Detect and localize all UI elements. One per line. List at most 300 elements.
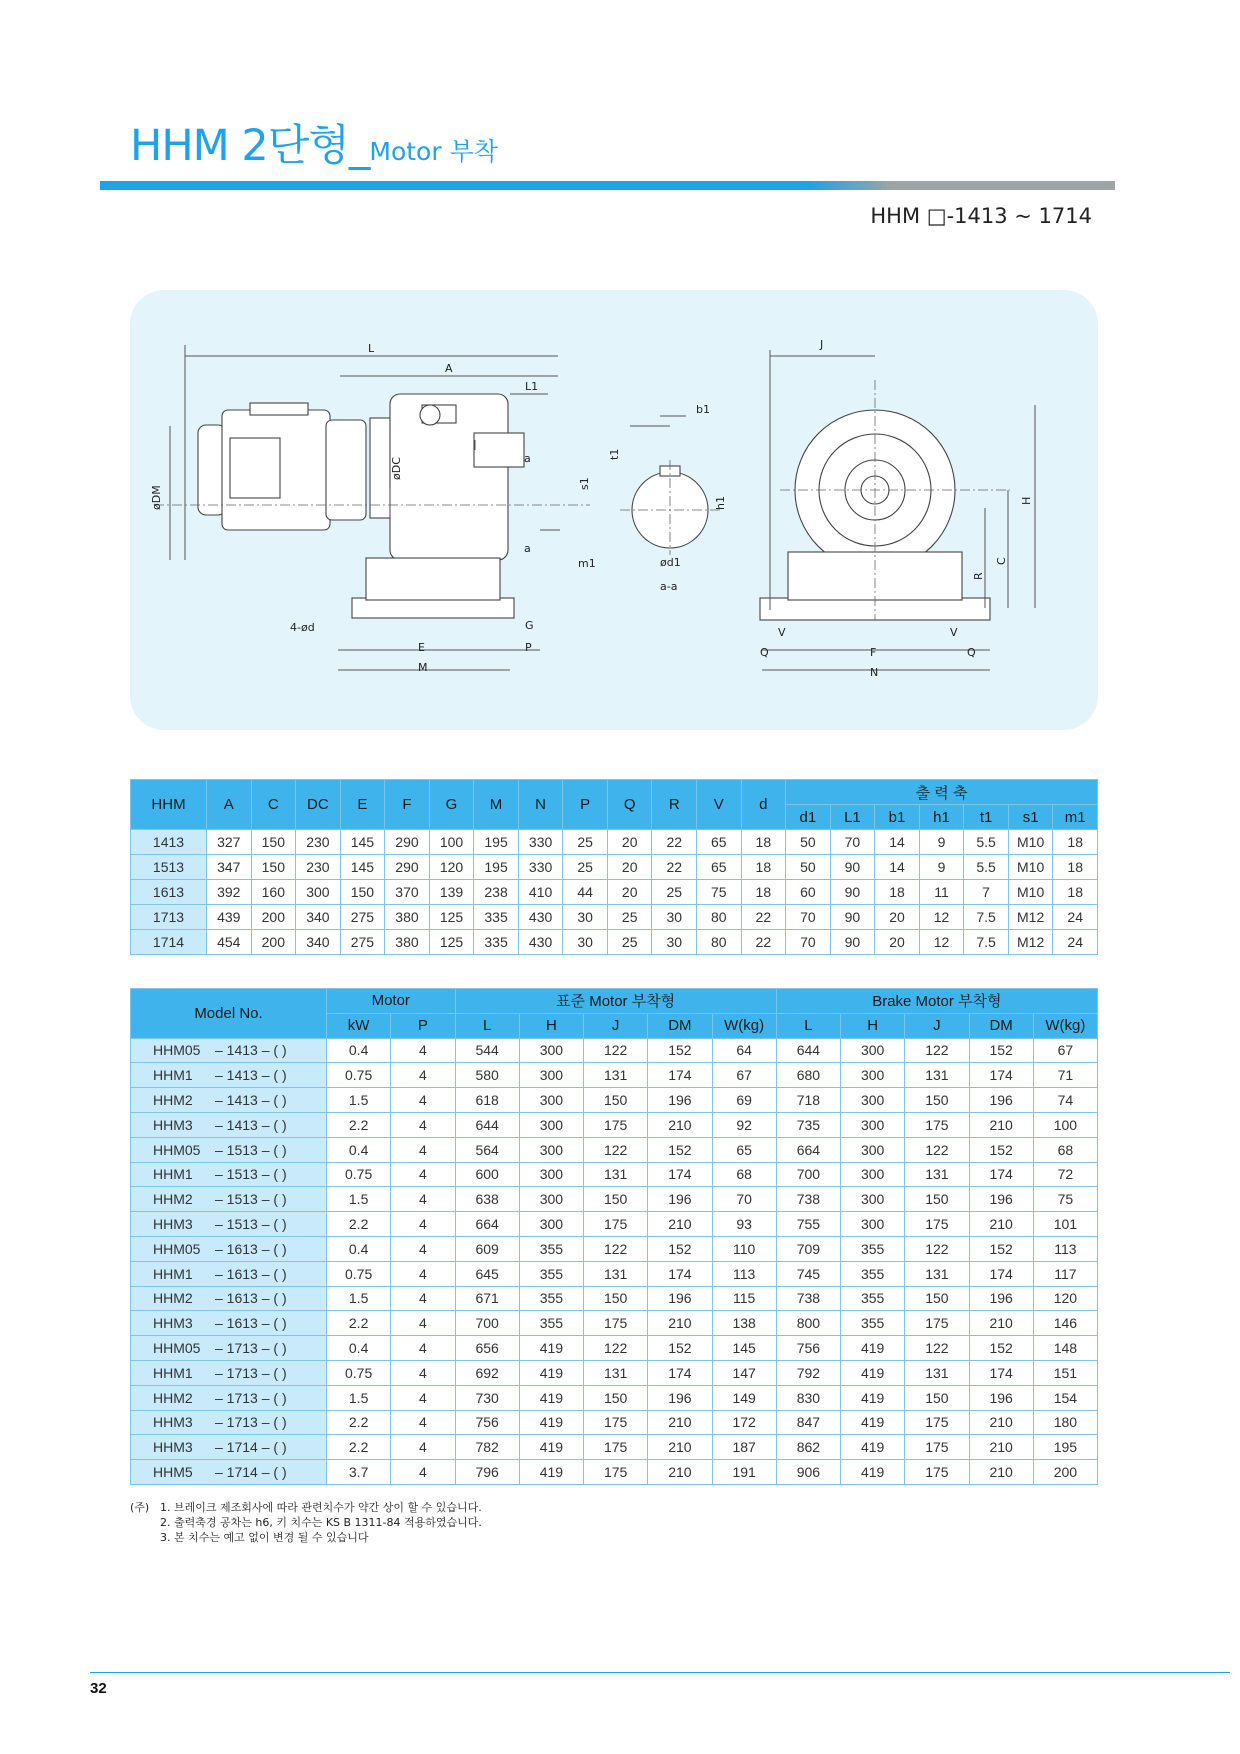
table-cell: 210 [648, 1112, 712, 1137]
table-cell: M10 [1008, 830, 1053, 855]
model-no-cell [131, 1360, 327, 1385]
dim-label: L [368, 342, 375, 355]
table-cell: 22 [652, 830, 697, 855]
table-cell: 830 [776, 1385, 840, 1410]
table-cell: 847 [776, 1410, 840, 1435]
table-cell: 300 [519, 1162, 583, 1187]
table-cell: 718 [776, 1088, 840, 1113]
side-view [150, 342, 590, 674]
table-cell: 90 [830, 905, 875, 930]
table-cell: 430 [518, 930, 563, 955]
table-cell: 419 [519, 1435, 583, 1460]
table-row [131, 1187, 1098, 1212]
model-cell: 1713 [131, 905, 207, 930]
table-cell: 145 [712, 1336, 776, 1361]
table-cell: 7 [964, 880, 1009, 905]
table-row [131, 1261, 1098, 1286]
table-cell: 196 [969, 1286, 1033, 1311]
table-cell: 196 [969, 1187, 1033, 1212]
table-row [131, 855, 1098, 880]
table-cell: 122 [905, 1336, 969, 1361]
model-series: HHM2 [153, 1191, 193, 1208]
table-cell: 150 [251, 855, 296, 880]
table-cell: 7.5 [964, 905, 1009, 930]
dim-label: F [870, 646, 877, 659]
table-cell: 150 [905, 1286, 969, 1311]
table-cell: 110 [712, 1236, 776, 1261]
table-cell: 24 [1053, 905, 1098, 930]
table-cell: 355 [519, 1286, 583, 1311]
table-cell: 172 [712, 1410, 776, 1435]
page-title [130, 112, 498, 173]
table-cell: 419 [841, 1360, 905, 1385]
table-cell: 122 [905, 1038, 969, 1063]
model-no-cell [131, 1261, 327, 1286]
table-cell: 862 [776, 1435, 840, 1460]
table-cell: 330 [518, 830, 563, 855]
table-cell: 92 [712, 1112, 776, 1137]
table-cell: 150 [905, 1088, 969, 1113]
column-header: d [741, 780, 786, 830]
model-no-cell [131, 1212, 327, 1237]
table-cell: 30 [563, 930, 608, 955]
table-cell: 125 [429, 930, 474, 955]
model-no-cell [131, 1038, 327, 1063]
table-cell: 300 [841, 1137, 905, 1162]
table-cell: 0.75 [327, 1360, 391, 1385]
table-cell: 150 [251, 830, 296, 855]
table-cell: 150 [584, 1088, 648, 1113]
table-cell: 25 [607, 930, 652, 955]
model-size: – 1513 – ( ) [215, 1216, 287, 1233]
table-cell: 756 [776, 1336, 840, 1361]
column-header: H [841, 1013, 905, 1038]
table-cell: 131 [905, 1162, 969, 1187]
dimension-table [130, 779, 1098, 955]
table-cell: 80 [697, 930, 742, 955]
table-cell: 419 [841, 1460, 905, 1485]
model-series: HHM05 [153, 1042, 201, 1059]
table-cell: 4 [391, 1460, 455, 1485]
column-header: W(kg) [712, 1013, 776, 1038]
table-cell: M12 [1008, 905, 1053, 930]
column-header: DC [296, 780, 341, 830]
table-cell: 175 [905, 1212, 969, 1237]
motor-table [130, 988, 1098, 1485]
table-cell: 210 [969, 1311, 1033, 1336]
dim-label: a [524, 542, 531, 555]
table-cell: 0.75 [327, 1261, 391, 1286]
model-size: – 1513 – ( ) [215, 1191, 287, 1208]
table-cell: 30 [652, 930, 697, 955]
table-row [131, 930, 1098, 955]
table-cell: 300 [519, 1212, 583, 1237]
table-cell: 4 [391, 1336, 455, 1361]
model-size: – 1713 – ( ) [215, 1414, 287, 1431]
table-cell: 131 [905, 1063, 969, 1088]
table-cell: 4 [391, 1187, 455, 1212]
table-cell: 210 [969, 1460, 1033, 1485]
table-cell: 544 [455, 1038, 519, 1063]
dim-label: G [525, 619, 534, 632]
table-cell: 174 [648, 1063, 712, 1088]
table-cell: 327 [207, 830, 252, 855]
model-series: HHM05 [153, 1240, 201, 1257]
table-cell: 210 [969, 1410, 1033, 1435]
model-size: – 1613 – ( ) [215, 1290, 287, 1307]
table-cell: 152 [969, 1137, 1033, 1162]
table-cell: 175 [584, 1212, 648, 1237]
table-cell: 152 [648, 1336, 712, 1361]
table-cell: 191 [712, 1460, 776, 1485]
table-cell: 150 [584, 1187, 648, 1212]
model-size: – 1413 – ( ) [215, 1042, 287, 1059]
table-cell: 65 [712, 1137, 776, 1162]
table-cell: 656 [455, 1336, 519, 1361]
table-row [131, 1112, 1098, 1137]
table-cell: 300 [519, 1063, 583, 1088]
table-cell: 196 [648, 1385, 712, 1410]
table-cell: 150 [584, 1385, 648, 1410]
table-cell: 120 [1033, 1286, 1097, 1311]
table-cell: 755 [776, 1212, 840, 1237]
table-row [131, 1385, 1098, 1410]
table-cell: 174 [648, 1162, 712, 1187]
table-cell: 139 [429, 880, 474, 905]
table-cell: 4 [391, 1162, 455, 1187]
table-cell: 709 [776, 1236, 840, 1261]
table-cell: 44 [563, 880, 608, 905]
table-cell: 300 [296, 880, 341, 905]
table-cell: 18 [1053, 855, 1098, 880]
table-cell: 210 [648, 1311, 712, 1336]
dim-label: Q [760, 646, 769, 659]
table-cell: 145 [340, 830, 385, 855]
table-row [131, 1360, 1098, 1385]
table-cell: 210 [648, 1212, 712, 1237]
column-header: J [584, 1013, 648, 1038]
dim-label: s1 [578, 477, 591, 490]
table-cell: 300 [841, 1112, 905, 1137]
model-series: HHM2 [153, 1092, 193, 1109]
table-cell: 300 [841, 1063, 905, 1088]
column-header: L1 [830, 805, 875, 830]
table-cell: 50 [786, 830, 831, 855]
table-cell: 4 [391, 1261, 455, 1286]
table-cell: 68 [712, 1162, 776, 1187]
column-header: H [519, 1013, 583, 1038]
model-cell: 1413 [131, 830, 207, 855]
title-sub: Motor 부착 [369, 137, 498, 166]
table-cell: 796 [455, 1460, 519, 1485]
model-no-cell [131, 1137, 327, 1162]
table-cell: 4 [391, 1212, 455, 1237]
standard-motor-header: 표준 Motor 부착형 [455, 989, 776, 1014]
table-cell: 380 [385, 905, 430, 930]
table-cell: 174 [969, 1360, 1033, 1385]
dim-label: A [445, 362, 453, 375]
table-cell: 113 [1033, 1236, 1097, 1261]
table-cell: 4 [391, 1038, 455, 1063]
table-cell: 4 [391, 1385, 455, 1410]
model-no-header: Model No. [131, 989, 327, 1039]
table-row [131, 1038, 1098, 1063]
table-cell: 0.4 [327, 1236, 391, 1261]
table-cell: 692 [455, 1360, 519, 1385]
table-cell: 4 [391, 1410, 455, 1435]
table-cell: 152 [648, 1137, 712, 1162]
table-cell: 782 [455, 1435, 519, 1460]
table-cell: 756 [455, 1410, 519, 1435]
model-series: HHM3 [153, 1216, 193, 1233]
table-cell: 700 [776, 1162, 840, 1187]
dim-label: a-a [660, 580, 678, 593]
table-cell: 275 [340, 905, 385, 930]
table-cell: 18 [741, 830, 786, 855]
table-cell: 419 [519, 1385, 583, 1410]
model-series: HHM3 [153, 1439, 193, 1456]
table-cell: 7.5 [964, 930, 1009, 955]
column-header: d1 [786, 805, 831, 830]
table-cell: 150 [905, 1385, 969, 1410]
table-cell: 738 [776, 1187, 840, 1212]
table-cell: 1.5 [327, 1187, 391, 1212]
table-cell: 196 [969, 1385, 1033, 1410]
table-cell: 20 [875, 905, 920, 930]
table-row [131, 1063, 1098, 1088]
table-cell: 4 [391, 1360, 455, 1385]
table-cell: 71 [1033, 1063, 1097, 1088]
model-range: HHM □-1413 ~ 1714 [870, 204, 1092, 228]
table-cell: 0.4 [327, 1038, 391, 1063]
column-header: b1 [875, 805, 920, 830]
motor-header-row [131, 989, 1098, 1014]
table-cell: 174 [648, 1261, 712, 1286]
table-cell: 175 [905, 1460, 969, 1485]
footnotes [130, 1500, 482, 1545]
table-cell: 101 [1033, 1212, 1097, 1237]
technical-drawing [130, 290, 1098, 730]
table-row [131, 1088, 1098, 1113]
table-cell: 175 [905, 1311, 969, 1336]
table-cell: 4 [391, 1088, 455, 1113]
column-header: J [905, 1013, 969, 1038]
table-cell: 9 [919, 830, 964, 855]
table-cell: 25 [563, 855, 608, 880]
table-cell: 210 [969, 1212, 1033, 1237]
table-cell: 152 [969, 1336, 1033, 1361]
table-cell: 122 [584, 1336, 648, 1361]
table-cell: 18 [1053, 880, 1098, 905]
table-cell: 12 [919, 930, 964, 955]
model-no-cell [131, 1460, 327, 1485]
table-row [131, 1162, 1098, 1187]
table-cell: 175 [905, 1410, 969, 1435]
table-cell: 174 [969, 1162, 1033, 1187]
table-cell: 735 [776, 1112, 840, 1137]
table-cell: 160 [251, 880, 296, 905]
model-no-cell [131, 1311, 327, 1336]
table-cell: 664 [776, 1137, 840, 1162]
table-cell: 2.2 [327, 1435, 391, 1460]
model-no-cell [131, 1063, 327, 1088]
motor-table-body [131, 1038, 1098, 1484]
column-header: t1 [964, 805, 1009, 830]
table-cell: 200 [1033, 1460, 1097, 1485]
table-cell: 2.2 [327, 1410, 391, 1435]
table-cell: 175 [584, 1410, 648, 1435]
column-header: F [385, 780, 430, 830]
dim-label: ød1 [660, 556, 681, 569]
table-cell: 800 [776, 1311, 840, 1336]
table-cell: 70 [712, 1187, 776, 1212]
table-cell: 22 [741, 905, 786, 930]
table-cell: 67 [712, 1063, 776, 1088]
table-cell: 149 [712, 1385, 776, 1410]
table-cell: 25 [652, 880, 697, 905]
table-cell: 210 [969, 1112, 1033, 1137]
table-cell: 20 [875, 930, 920, 955]
table-cell: 115 [712, 1286, 776, 1311]
table-cell: 210 [648, 1435, 712, 1460]
dim-label: Q [967, 646, 976, 659]
table-cell: 152 [969, 1236, 1033, 1261]
table-cell: 300 [519, 1038, 583, 1063]
table-row [131, 1311, 1098, 1336]
table-cell: 419 [519, 1360, 583, 1385]
table-cell: 14 [875, 830, 920, 855]
model-no-cell [131, 1385, 327, 1410]
table-cell: 355 [519, 1311, 583, 1336]
table-cell: 196 [969, 1088, 1033, 1113]
table-cell: 150 [905, 1187, 969, 1212]
model-no-cell [131, 1112, 327, 1137]
title-main: HHM 2단형_ [130, 121, 370, 171]
table-cell: 25 [607, 905, 652, 930]
table-cell: 195 [1033, 1435, 1097, 1460]
table-cell: 300 [841, 1212, 905, 1237]
dim-label: J [820, 338, 824, 351]
column-header: s1 [1008, 805, 1053, 830]
model-size: – 1714 – ( ) [215, 1464, 287, 1481]
model-size: – 1613 – ( ) [215, 1240, 287, 1257]
table-row [131, 905, 1098, 930]
table-cell: 4 [391, 1286, 455, 1311]
table-cell: 580 [455, 1063, 519, 1088]
table-cell: 69 [712, 1088, 776, 1113]
table-cell: 1.5 [327, 1088, 391, 1113]
column-header: kW [327, 1013, 391, 1038]
model-size: – 1613 – ( ) [215, 1315, 287, 1332]
table-cell: 100 [1033, 1112, 1097, 1137]
table-cell: 68 [1033, 1137, 1097, 1162]
table-cell: 300 [519, 1088, 583, 1113]
table-cell: 131 [905, 1360, 969, 1385]
table-cell: 131 [584, 1063, 648, 1088]
table-cell: 30 [652, 905, 697, 930]
table-cell: 4 [391, 1435, 455, 1460]
footnote [130, 1515, 482, 1530]
model-no-cell [131, 1286, 327, 1311]
table-cell: 148 [1033, 1336, 1097, 1361]
table-cell: M10 [1008, 855, 1053, 880]
table-cell: M10 [1008, 880, 1053, 905]
page-number: 32 [90, 1680, 107, 1697]
model-cell: 1714 [131, 930, 207, 955]
column-header: h1 [919, 805, 964, 830]
footnote-marker: (주) [130, 1501, 150, 1514]
front-view [760, 338, 1035, 679]
model-cell: 1613 [131, 880, 207, 905]
dim-label: b1 [696, 403, 710, 416]
model-size: – 1413 – ( ) [215, 1116, 287, 1133]
table-cell: 195 [474, 855, 519, 880]
table-cell: 70 [786, 930, 831, 955]
table-row [131, 1286, 1098, 1311]
table-cell: 230 [296, 830, 341, 855]
dim-label: h1 [714, 496, 727, 510]
table-cell: 300 [519, 1137, 583, 1162]
table-cell: 419 [519, 1336, 583, 1361]
table-cell: 122 [905, 1236, 969, 1261]
table-cell: 20 [607, 855, 652, 880]
table-cell: 0.75 [327, 1162, 391, 1187]
dim-label: C [995, 557, 1008, 565]
table-cell: 72 [1033, 1162, 1097, 1187]
model-series: HHM1 [153, 1364, 193, 1381]
footnote-text: 1. 브레이크 제조회사에 따라 관련치수가 약간 상이 할 수 있습니다. [160, 1501, 482, 1514]
table-cell: 74 [1033, 1088, 1097, 1113]
table-cell: 146 [1033, 1311, 1097, 1336]
table-cell: 12 [919, 905, 964, 930]
table-cell: 196 [648, 1088, 712, 1113]
table-cell: 745 [776, 1261, 840, 1286]
table-cell: 355 [841, 1261, 905, 1286]
table-cell: 392 [207, 880, 252, 905]
table-cell: 151 [1033, 1360, 1097, 1385]
column-header: Q [607, 780, 652, 830]
motor-header: Motor [327, 989, 456, 1014]
model-size: – 1413 – ( ) [215, 1067, 287, 1084]
table-cell: 290 [385, 855, 430, 880]
table-cell: 330 [518, 855, 563, 880]
table-cell: 154 [1033, 1385, 1097, 1410]
footnote-text: 2. 출력축경 공차는 h6, 키 치수는 KS B 1311-84 적용하였습니다. [160, 1516, 482, 1529]
table-cell: 175 [584, 1460, 648, 1485]
table-cell: 419 [841, 1435, 905, 1460]
table-cell: 564 [455, 1137, 519, 1162]
table-cell: 355 [841, 1311, 905, 1336]
table-cell: 300 [519, 1112, 583, 1137]
model-no-cell [131, 1435, 327, 1460]
model-series: HHM05 [153, 1141, 201, 1158]
table-cell: 609 [455, 1236, 519, 1261]
table-cell: 0.4 [327, 1336, 391, 1361]
table-cell: 419 [519, 1460, 583, 1485]
dim-label: H [1020, 496, 1033, 505]
table-cell: 380 [385, 930, 430, 955]
footnote-text: 3. 본 치수는 예고 없이 변경 될 수 있습니다 [160, 1531, 369, 1544]
column-header: R [652, 780, 697, 830]
dim-label: V [778, 626, 786, 639]
table-cell: 230 [296, 855, 341, 880]
table-cell: 644 [455, 1112, 519, 1137]
table-cell: 195 [474, 830, 519, 855]
table-cell: 275 [340, 930, 385, 955]
table-row [131, 880, 1098, 905]
table-cell: 355 [519, 1261, 583, 1286]
model-size: – 1413 – ( ) [215, 1092, 287, 1109]
